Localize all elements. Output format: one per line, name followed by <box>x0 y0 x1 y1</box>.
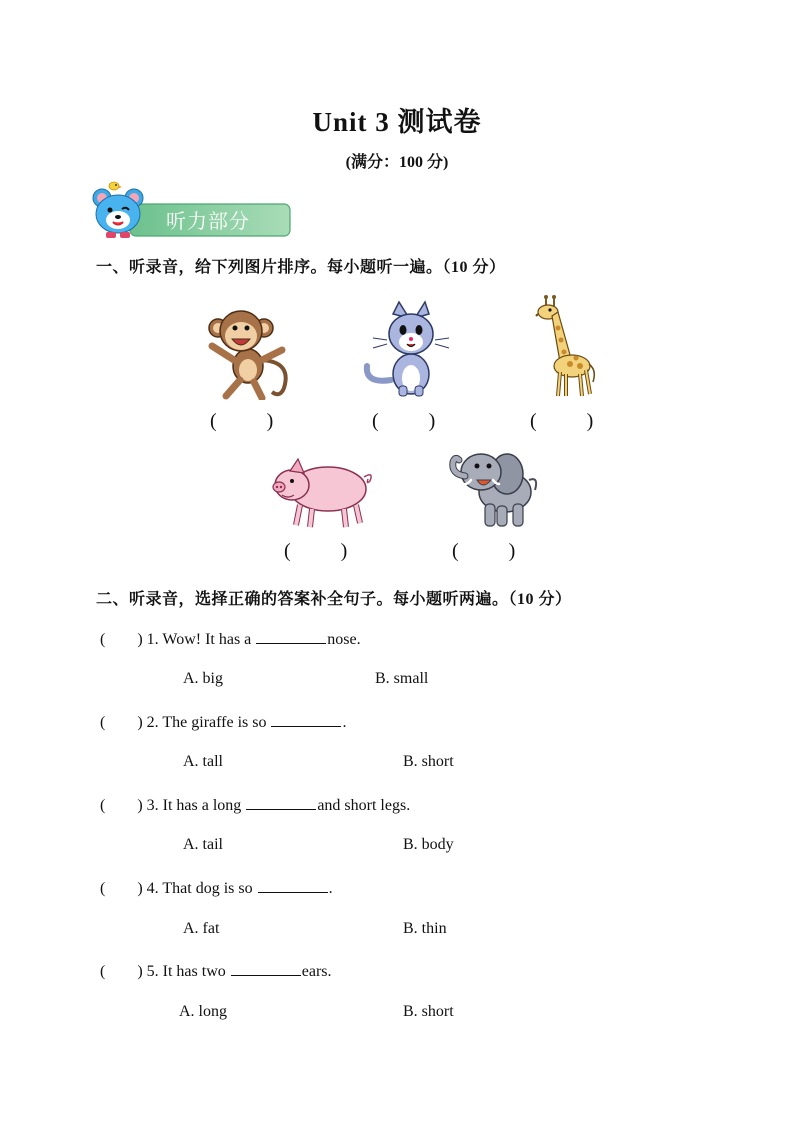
option-a: A. tail <box>183 836 223 853</box>
option-b: B. small <box>375 670 429 687</box>
question-1: ( ) 1. Wow! It has a nose. <box>100 631 361 648</box>
answer-blank[interactable] <box>258 878 328 893</box>
option-a: A. fat <box>183 920 220 937</box>
section1-heading: 一、听录音，给下列图片排序。每小题听一遍。（10 分） <box>96 259 506 276</box>
option-a: A. long <box>179 1003 227 1020</box>
banner-label: 听力部分 <box>166 209 250 233</box>
option-b: B. short <box>403 753 454 770</box>
score-note: (满分：100 分) <box>345 154 449 171</box>
picture-2-paren: ( ) <box>372 410 436 432</box>
giraffe-icon <box>532 292 600 400</box>
question-3: ( ) 3. It has a long and short legs. <box>100 797 411 814</box>
monkey-icon <box>202 304 298 400</box>
option-b: B. body <box>403 836 454 853</box>
picture-1-paren: ( ) <box>210 410 274 432</box>
picture-4-paren: ( ) <box>284 540 348 562</box>
cat-icon <box>363 300 455 400</box>
picture-5-paren: ( ) <box>452 540 516 562</box>
pig-icon <box>270 455 376 531</box>
question-5: ( ) 5. It has two ears. <box>100 963 332 980</box>
question-2: ( ) 2. The giraffe is so . <box>100 714 347 731</box>
option-a: A. tall <box>183 753 223 770</box>
answer-blank[interactable] <box>231 961 301 976</box>
answer-blank[interactable] <box>271 712 341 727</box>
answer-blank[interactable] <box>256 629 326 644</box>
answer-blank[interactable] <box>246 795 316 810</box>
option-a: A. big <box>183 670 223 687</box>
elephant-icon <box>445 446 541 530</box>
question-4: ( ) 4. That dog is so . <box>100 880 333 897</box>
section2-heading: 二、听录音，选择正确的答案补全句子。每小题听两遍。（10 分） <box>96 591 572 608</box>
option-b: B. short <box>403 1003 454 1020</box>
page-title: Unit 3 测试卷 <box>312 107 482 137</box>
option-b: B. thin <box>403 920 447 937</box>
picture-3-paren: ( ) <box>530 410 594 432</box>
